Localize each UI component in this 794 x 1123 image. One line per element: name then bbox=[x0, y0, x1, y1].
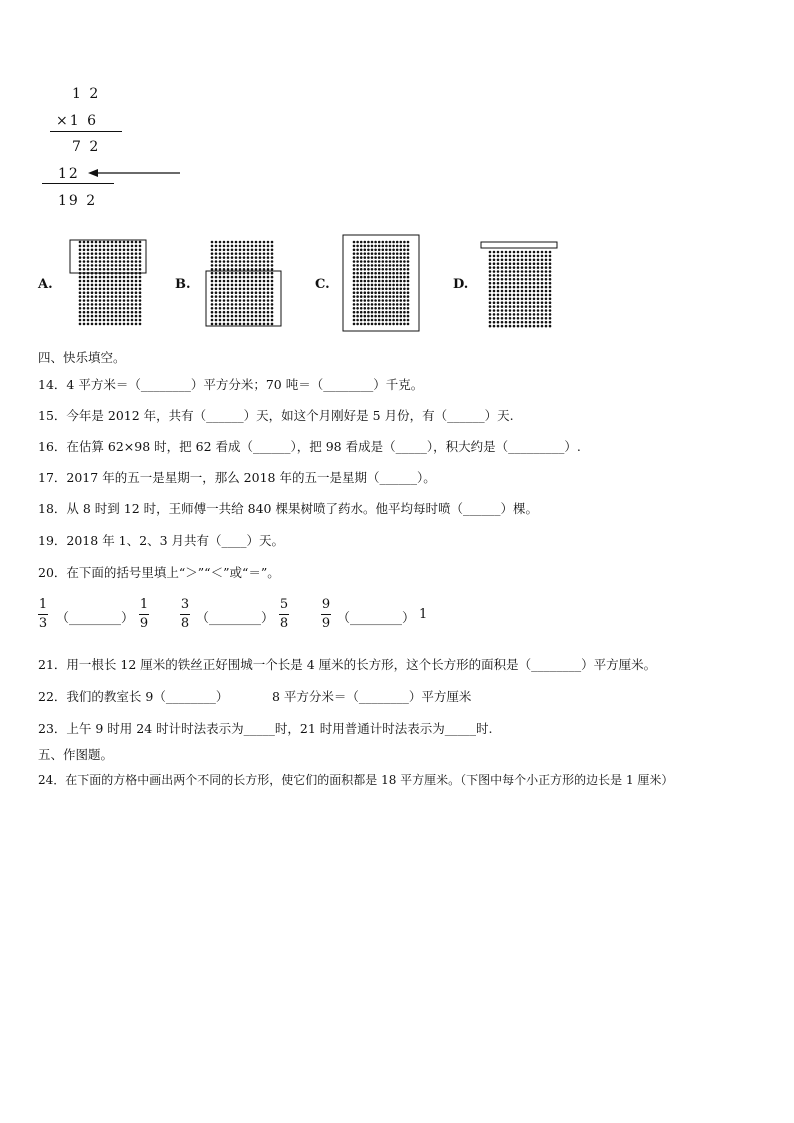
question-17: 17．2017 年的五一是星期一，那么 2018 年的五一是星期（______）。 bbox=[38, 470, 436, 485]
compare-blank-2[interactable]: （________） bbox=[196, 611, 275, 626]
option-d-label: D. bbox=[453, 277, 469, 292]
compare-blank-1[interactable]: （________） bbox=[56, 611, 135, 626]
arrow-left-icon bbox=[88, 167, 183, 179]
dot-array-d bbox=[478, 240, 560, 332]
option-b-label: B. bbox=[175, 277, 191, 292]
fraction-1-3: 1 3 bbox=[38, 597, 48, 631]
question-21: 21．用一根长 12 厘米的铁丝正好围城一个长是 4 厘米的长方形，这个长方形的面积是（________）平方厘米。 bbox=[38, 657, 657, 672]
fraction-1-9: 1 9 bbox=[139, 597, 149, 631]
calc-row-5: 19 2 bbox=[58, 193, 98, 209]
fraction-5-8: 5 8 bbox=[279, 597, 289, 631]
calc-row-3: 7 2 bbox=[72, 139, 101, 155]
calc-line-2 bbox=[42, 183, 114, 184]
section-5-title: 五、作图题。 bbox=[38, 747, 114, 762]
calc-row-4: 12 bbox=[58, 166, 80, 182]
section-4-title: 四、快乐填空。 bbox=[38, 350, 126, 365]
question-23: 23．上午 9 时用 24 时计时法表示为_____时，21 时用普通计时法表示为_____时. bbox=[38, 721, 493, 736]
option-a-label: A. bbox=[38, 277, 53, 292]
calc-row-1: 1 2 bbox=[72, 86, 101, 102]
calc-row-2: ×1 6 bbox=[56, 113, 98, 129]
dot-array-c bbox=[342, 234, 422, 334]
question-19: 19．2018 年 1、2、3 月共有（____）天。 bbox=[38, 533, 284, 548]
question-20: 20．在下面的括号里填上“＞”“＜”或“＝”。 bbox=[38, 565, 280, 580]
question-22-part-2: 8 平方分米＝（________）平方厘米 bbox=[272, 689, 472, 704]
question-14: 14．4 平方米＝（________）平方分米；70 吨＝（________）千克。 bbox=[38, 377, 424, 392]
calc-line-1 bbox=[50, 131, 122, 132]
dot-array-b bbox=[204, 238, 284, 330]
question-15: 15．今年是 2012 年，共有（______）天，如这个月刚好是 5 月份，有（______）天. bbox=[38, 408, 514, 423]
question-22-part-1: 22．我们的教室长 9（________） bbox=[38, 689, 229, 704]
fraction-9-9: 9 9 bbox=[321, 597, 331, 631]
compare-blank-3[interactable]: （________） bbox=[337, 611, 416, 626]
option-c-label: C. bbox=[315, 277, 330, 292]
dot-array-a bbox=[68, 238, 150, 330]
fraction-3-8: 3 8 bbox=[180, 597, 190, 631]
number-one: 1 bbox=[419, 607, 428, 622]
question-24: 24．在下面的方格中画出两个不同的长方形，使它们的面积都是 18 平方厘米。（下图中每个小正方形的边长是 1 厘米） bbox=[38, 773, 674, 787]
question-16: 16．在估算 62×98 时，把 62 看成（______），把 98 看成是（_____），积大约是（_________）. bbox=[38, 439, 581, 454]
question-18: 18．从 8 时到 12 时，王师傅一共给 840 棵果树喷了药水。他平均每时喷（______）棵。 bbox=[38, 501, 538, 516]
